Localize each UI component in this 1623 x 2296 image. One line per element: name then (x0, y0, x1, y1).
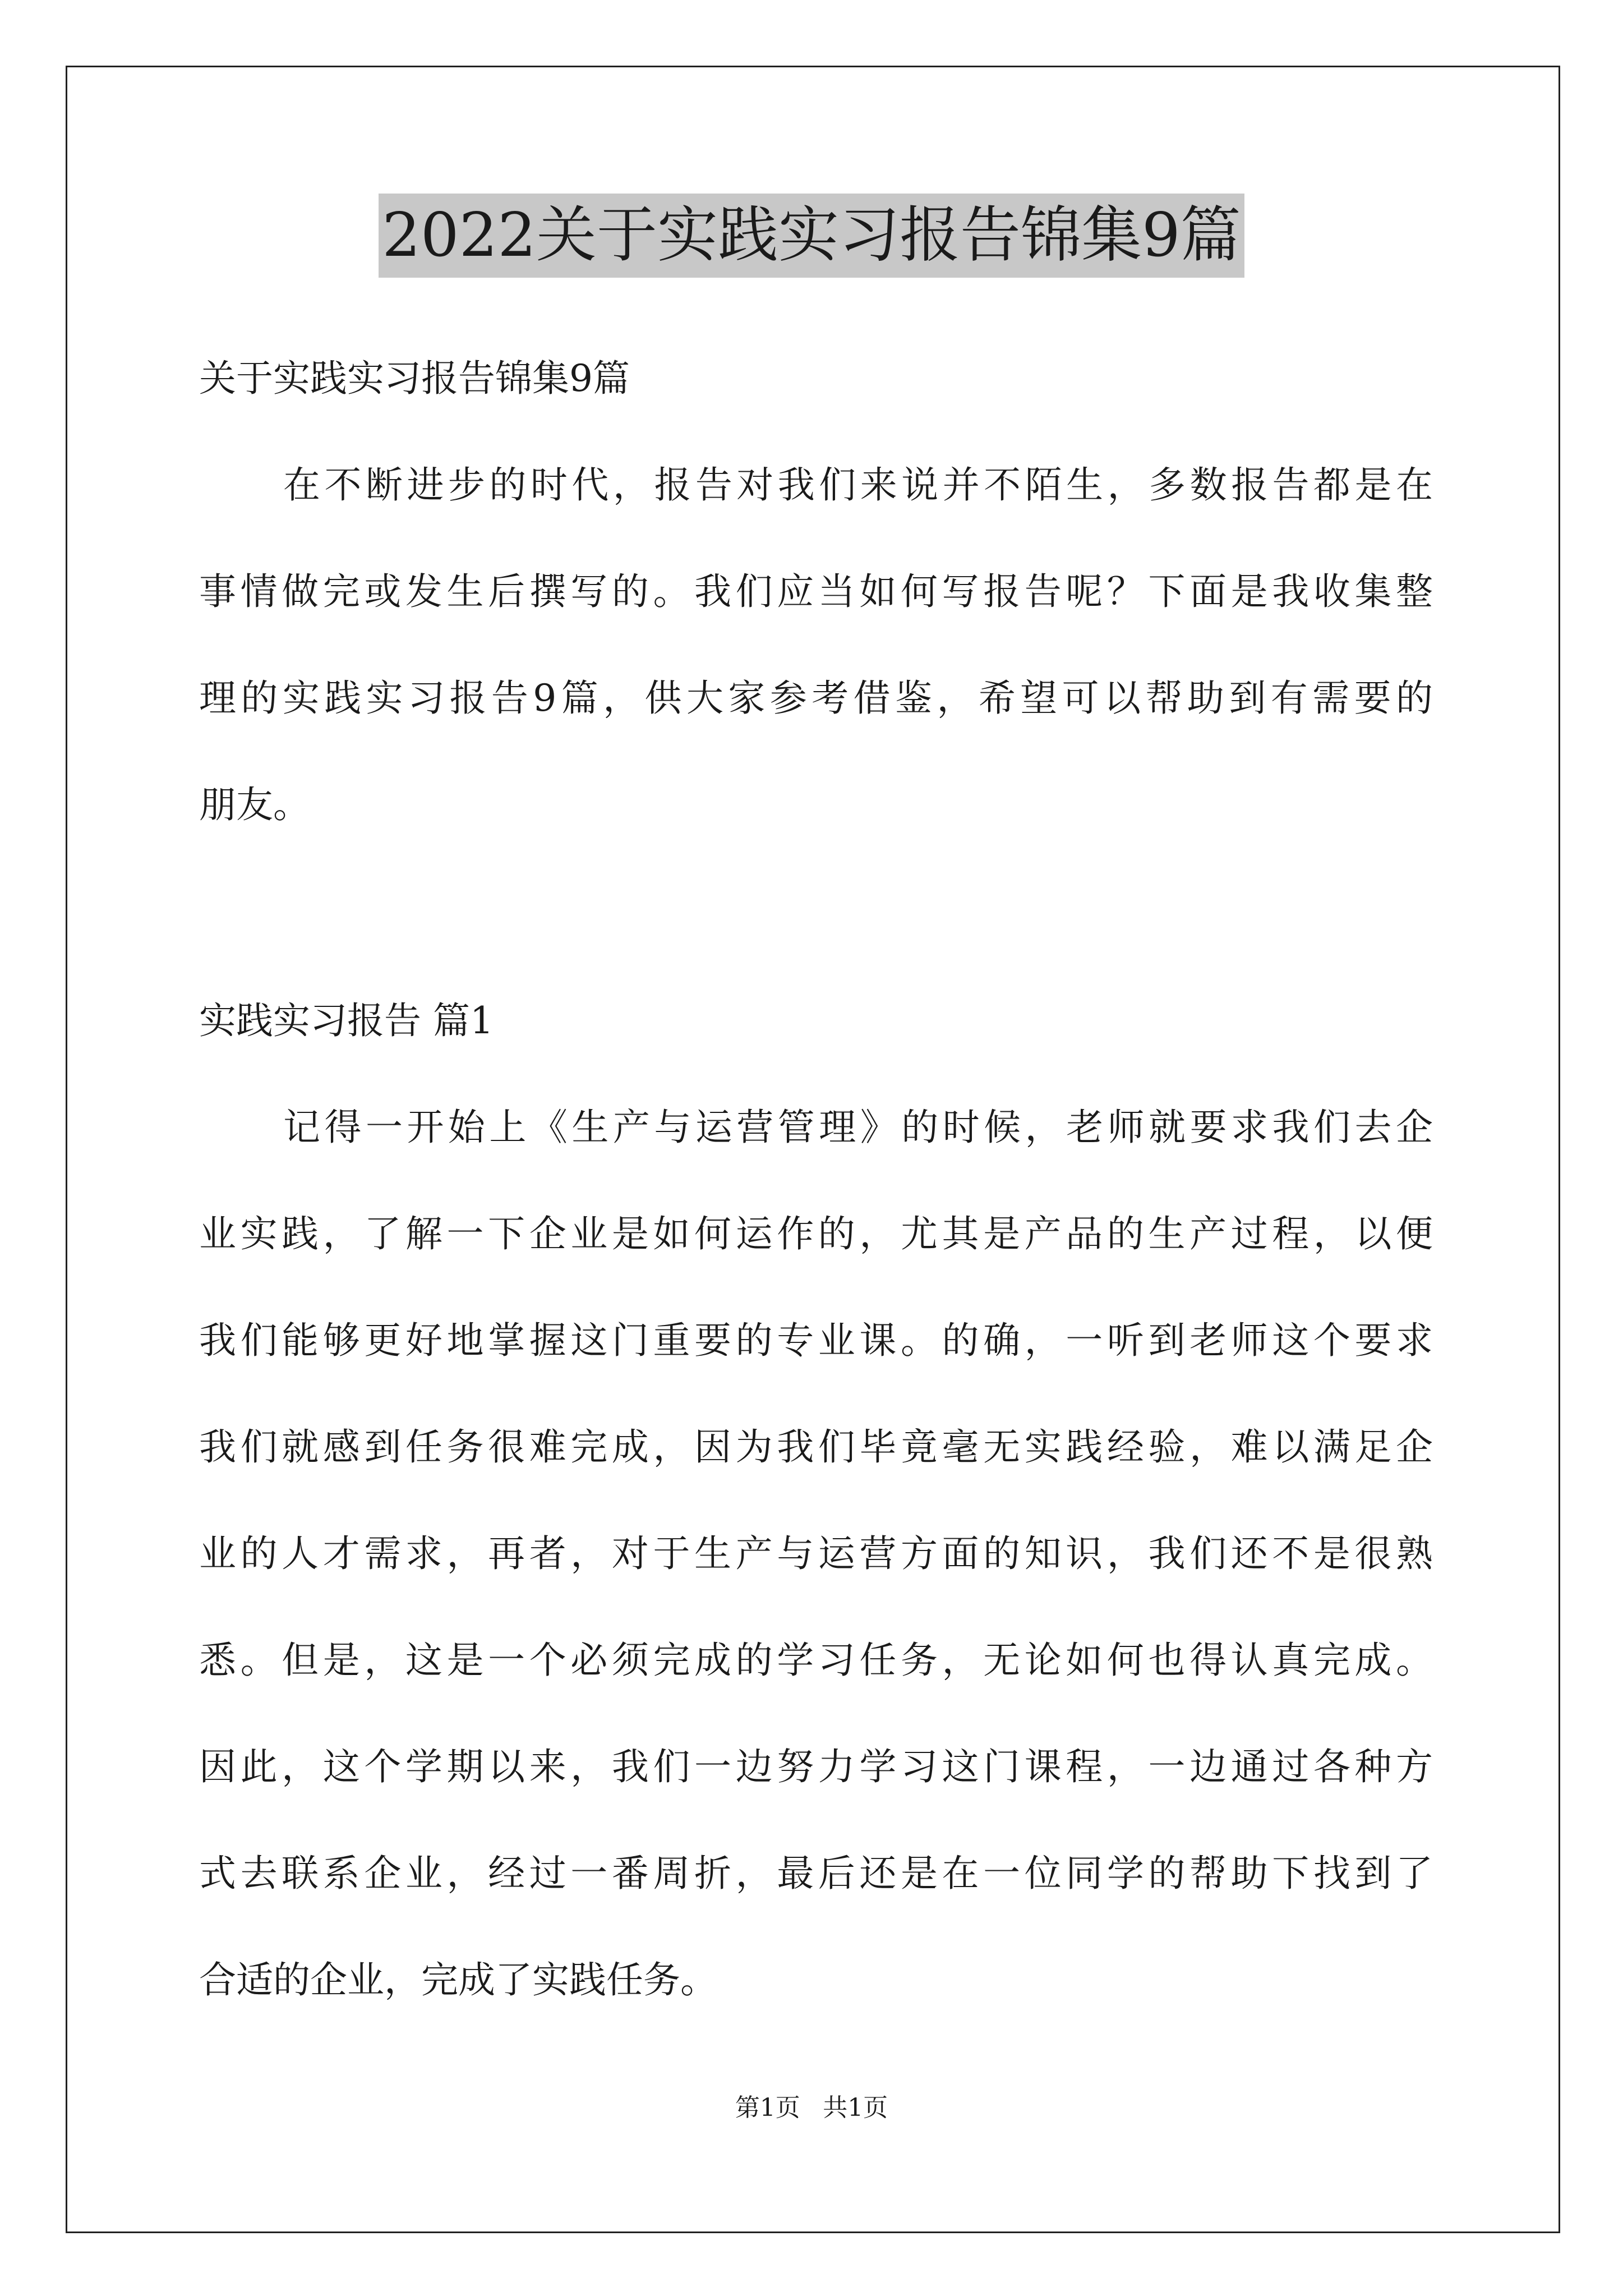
body-line: 悉。但是，这是一个必须完成的学习任务，无论如何也得认真完成。 (199, 1639, 1433, 1682)
body-line: 合适的企业，完成了实践任务。 (199, 1958, 717, 2001)
body-line: 记得一开始上《生产与运营管理》的时候，老师就要求我们去企 (283, 1106, 1433, 1149)
intro-line: 理的实践实习报告9篇，供大家参考借鉴，希望可以帮助到有需要的 (199, 677, 1433, 720)
intro-line: 朋友。 (199, 783, 310, 826)
body-line: 我们就感到任务很难完成，因为我们毕竟毫无实践经验，难以满足企 (199, 1425, 1433, 1469)
intro-line: 在不断进步的时代，报告对我们来说并不陌生，多数报告都是在 (283, 463, 1433, 507)
page-footer: 第1页 共1页 (735, 2093, 888, 2122)
body-line: 因此，这个学期以来，我们一边努力学习这门课程，一边通过各种方 (199, 1745, 1433, 1788)
document-title: 2022关于实践实习报告锦集9篇 (379, 194, 1244, 278)
title-container (0, 194, 1623, 278)
body-line: 我们能够更好地掌握这门重要的专业课。的确，一听到老师这个要求 (199, 1319, 1433, 1362)
subtitle: 关于实践实习报告锦集9篇 (199, 357, 630, 400)
body-line: 业的人才需求，再者，对于生产与运营方面的知识，我们还不是很熟 (199, 1532, 1433, 1575)
body-line: 业实践，了解一下企业是如何运作的，尤其是产品的生产过程，以便 (199, 1212, 1433, 1255)
intro-line: 事情做完或发生后撰写的。我们应当如何写报告呢？下面是我收集整 (199, 570, 1433, 613)
body-line: 式去联系企业，经过一番周折，最后还是在一位同学的帮助下找到了 (199, 1852, 1433, 1895)
section-heading: 实践实习报告 篇1 (199, 999, 494, 1042)
